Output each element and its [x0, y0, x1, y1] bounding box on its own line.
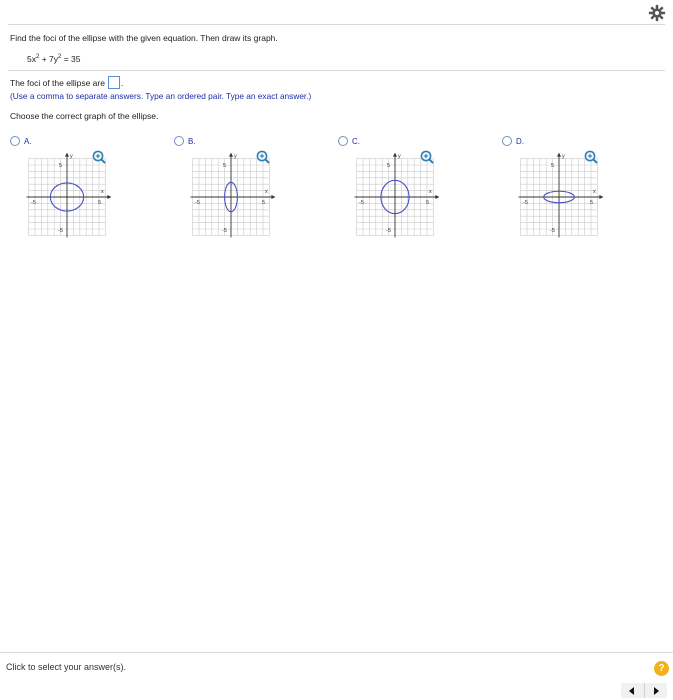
header-divider [8, 24, 665, 25]
footer-status: Click to select your answer(s). [6, 662, 127, 672]
option-a-label: A. [24, 136, 32, 146]
x-axis-arrow [435, 195, 439, 199]
option-c-zoom-icon[interactable] [420, 150, 434, 169]
y-axis-arrow [65, 153, 69, 157]
option-a[interactable] [10, 136, 120, 236]
ellipse-equation: $5x^2 + 7y^2 = 35$ [27, 54, 81, 64]
x-axis-label: x [429, 189, 432, 195]
x-tick-neg: -5 [359, 200, 364, 206]
foci-answer-line [10, 76, 123, 89]
page-navigation [621, 683, 667, 698]
footer-divider [0, 652, 673, 653]
next-button[interactable] [645, 683, 668, 698]
option-a-zoom-icon[interactable] [92, 150, 106, 169]
y-tick-neg: -5 [58, 228, 63, 234]
answer-hint: (Use a comma to separate answers. Type an ordered pair. Type an exact answer.) [10, 91, 312, 101]
y-axis-arrow [557, 153, 561, 157]
x-axis-arrow [107, 195, 111, 199]
option-b-label: B. [188, 136, 196, 146]
foci-label: The foci of the ellipse are [10, 77, 105, 88]
x-tick-neg: -5 [523, 200, 528, 206]
foci-period: . [120, 77, 124, 88]
option-b[interactable] [174, 136, 284, 236]
y-tick-pos: 5 [551, 163, 555, 169]
y-axis-label: y [562, 153, 565, 160]
y-tick-neg: -5 [550, 228, 555, 234]
zoom-handle [429, 159, 433, 163]
x-tick-neg: -5 [195, 200, 200, 206]
option-b-zoom-icon[interactable] [256, 150, 270, 169]
x-axis-arrow [271, 195, 275, 199]
y-tick-neg: -5 [222, 228, 227, 234]
question-divider [8, 70, 665, 71]
settings-gear-icon[interactable] [648, 4, 666, 22]
option-d-label: D. [516, 136, 524, 146]
zoom-magnifier-glyph [256, 150, 270, 164]
y-axis-arrow [393, 153, 397, 157]
x-tick-pos: 5 [590, 200, 594, 206]
y-tick-pos: 5 [223, 163, 227, 169]
y-axis-label: y [398, 153, 401, 160]
y-axis-label: y [70, 153, 73, 160]
x-tick-neg: -5 [31, 200, 36, 206]
y-tick-pos: 5 [387, 163, 391, 169]
foci-answer-input[interactable] [108, 76, 120, 89]
x-axis-label: x [265, 189, 268, 195]
previous-button[interactable] [621, 683, 644, 698]
x-tick-pos: 5 [262, 200, 266, 206]
zoom-handle [593, 159, 597, 163]
x-tick-pos: 5 [426, 200, 430, 206]
option-d-zoom-icon[interactable] [584, 150, 598, 169]
zoom-magnifier-glyph [584, 150, 598, 164]
arrow-left-icon [628, 687, 636, 695]
choose-graph-label: Choose the correct graph of the ellipse. [10, 111, 159, 121]
y-axis-arrow [229, 153, 233, 157]
y-axis-label: y [234, 153, 237, 160]
question-prompt: Find the foci of the ellipse with the given equation. Then draw its graph. [10, 33, 278, 43]
x-axis-arrow [599, 195, 603, 199]
zoom-handle [101, 159, 105, 163]
option-b-radio[interactable] [174, 136, 184, 146]
zoom-magnifier-glyph [92, 150, 106, 164]
option-d-radio[interactable] [502, 136, 512, 146]
option-a-radio[interactable] [10, 136, 20, 146]
y-tick-neg: -5 [386, 228, 391, 234]
help-button[interactable]: ? [654, 661, 669, 676]
option-d[interactable] [502, 136, 612, 236]
option-c[interactable] [338, 136, 448, 236]
x-tick-pos: 5 [98, 200, 102, 206]
y-tick-pos: 5 [59, 163, 63, 169]
option-c-label: C. [352, 136, 360, 146]
x-axis-label: x [593, 189, 596, 195]
zoom-magnifier-glyph [420, 150, 434, 164]
arrow-right-icon [652, 687, 660, 695]
option-c-radio[interactable] [338, 136, 348, 146]
zoom-handle [265, 159, 269, 163]
x-axis-label: x [101, 189, 104, 195]
